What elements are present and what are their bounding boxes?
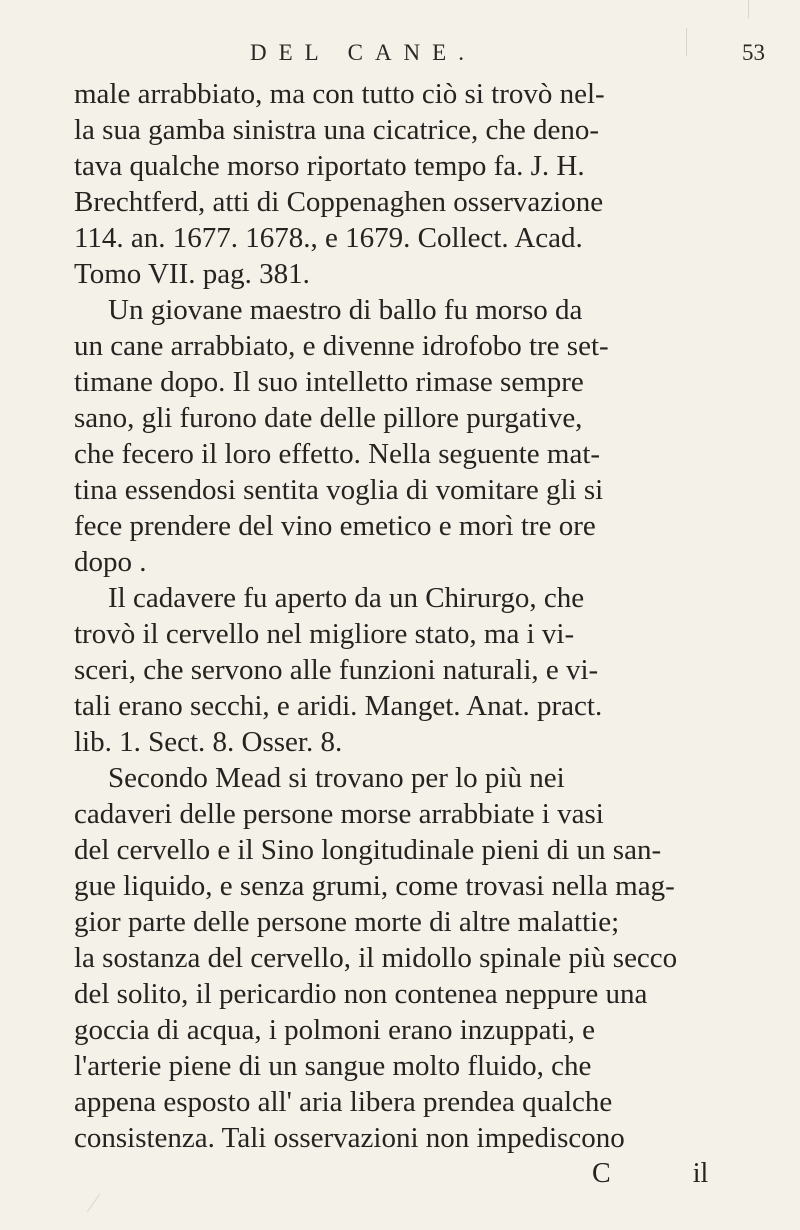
text-line: Brechtferd, atti di Coppenaghen osservazione (74, 186, 604, 218)
text-line: tava qualche morso riportato tempo fa. J. H. (74, 150, 585, 182)
text-line: trovò il cervello nel migliore stato, ma i vi- (74, 618, 575, 650)
text-line: gue liquido, e senza grumi, come trovasi nella mag- (74, 870, 675, 902)
text-line: del solito, il pericardio non contenea neppure una (74, 978, 648, 1010)
text-line: sano, gli furono date delle pillore purgative, (74, 402, 583, 434)
text-line: male arrabbiato, ma con tutto ciò si trovò nel- (74, 78, 605, 110)
text-line: Tomo VII. pag. 381. (74, 258, 310, 290)
text-line: tali erano secchi, e aridi. Manget. Anat. pract. (74, 690, 603, 722)
text-line: cadaveri delle persone morse arrabbiate i vasi (74, 798, 604, 830)
text-line: l'arterie piene di un sangue molto fluido, che (74, 1050, 592, 1082)
signature-catchword-line (592, 1156, 708, 1192)
running-head: DEL CANE. (250, 40, 476, 65)
text-line: consistenza. Tali osservazioni non impediscono (74, 1122, 625, 1154)
text-line: lib. 1. Sect. 8. Osser. 8. (74, 726, 343, 758)
text-line: 114. an. 1677. 1678., e 1679. Collect. Acad. (74, 222, 583, 254)
page-header (0, 40, 800, 74)
paper-mark (686, 28, 687, 56)
text-line: gior parte delle persone morte di altre malattie; (74, 906, 620, 938)
text-line: la sostanza del cervello, il midollo spinale più secco (74, 942, 678, 974)
text-line: sceri, che servono alle funzioni naturali, e vi- (74, 654, 599, 686)
text-line: dopo . (74, 546, 147, 578)
paragraph-start-line: Un giovane maestro di ballo fu morso da (108, 294, 583, 326)
catchword: il (692, 1158, 709, 1189)
text-line: un cane arrabbiato, e divenne idrofobo tre set- (74, 330, 609, 362)
paragraph-start-line: Secondo Mead si trovano per lo più nei (108, 762, 565, 794)
paper-mark (748, 0, 749, 18)
body-text (74, 76, 774, 1226)
page-number: 53 (742, 40, 765, 65)
text-line: goccia di acqua, i polmoni erano inzuppati, e (74, 1014, 596, 1046)
text-line: fece prendere del vino emetico e morì tre ore (74, 510, 596, 542)
text-line: timane dopo. Il suo intelletto rimase sempre (74, 366, 584, 398)
text-line: che fecero il loro effetto. Nella seguente mat- (74, 438, 601, 470)
text-line: del cervello e il Sino longitudinale pieni di un san- (74, 834, 662, 866)
text-line: la sua gamba sinistra una cicatrice, che deno- (74, 114, 599, 146)
paragraph-start-line: Il cadavere fu aperto da un Chirurgo, che (108, 582, 585, 614)
text-line: tina essendosi sentita voglia di vomitare gli si (74, 474, 604, 506)
text-line: appena esposto all' aria libera prendea qualche (74, 1086, 613, 1118)
signature-mark: C (592, 1158, 611, 1189)
